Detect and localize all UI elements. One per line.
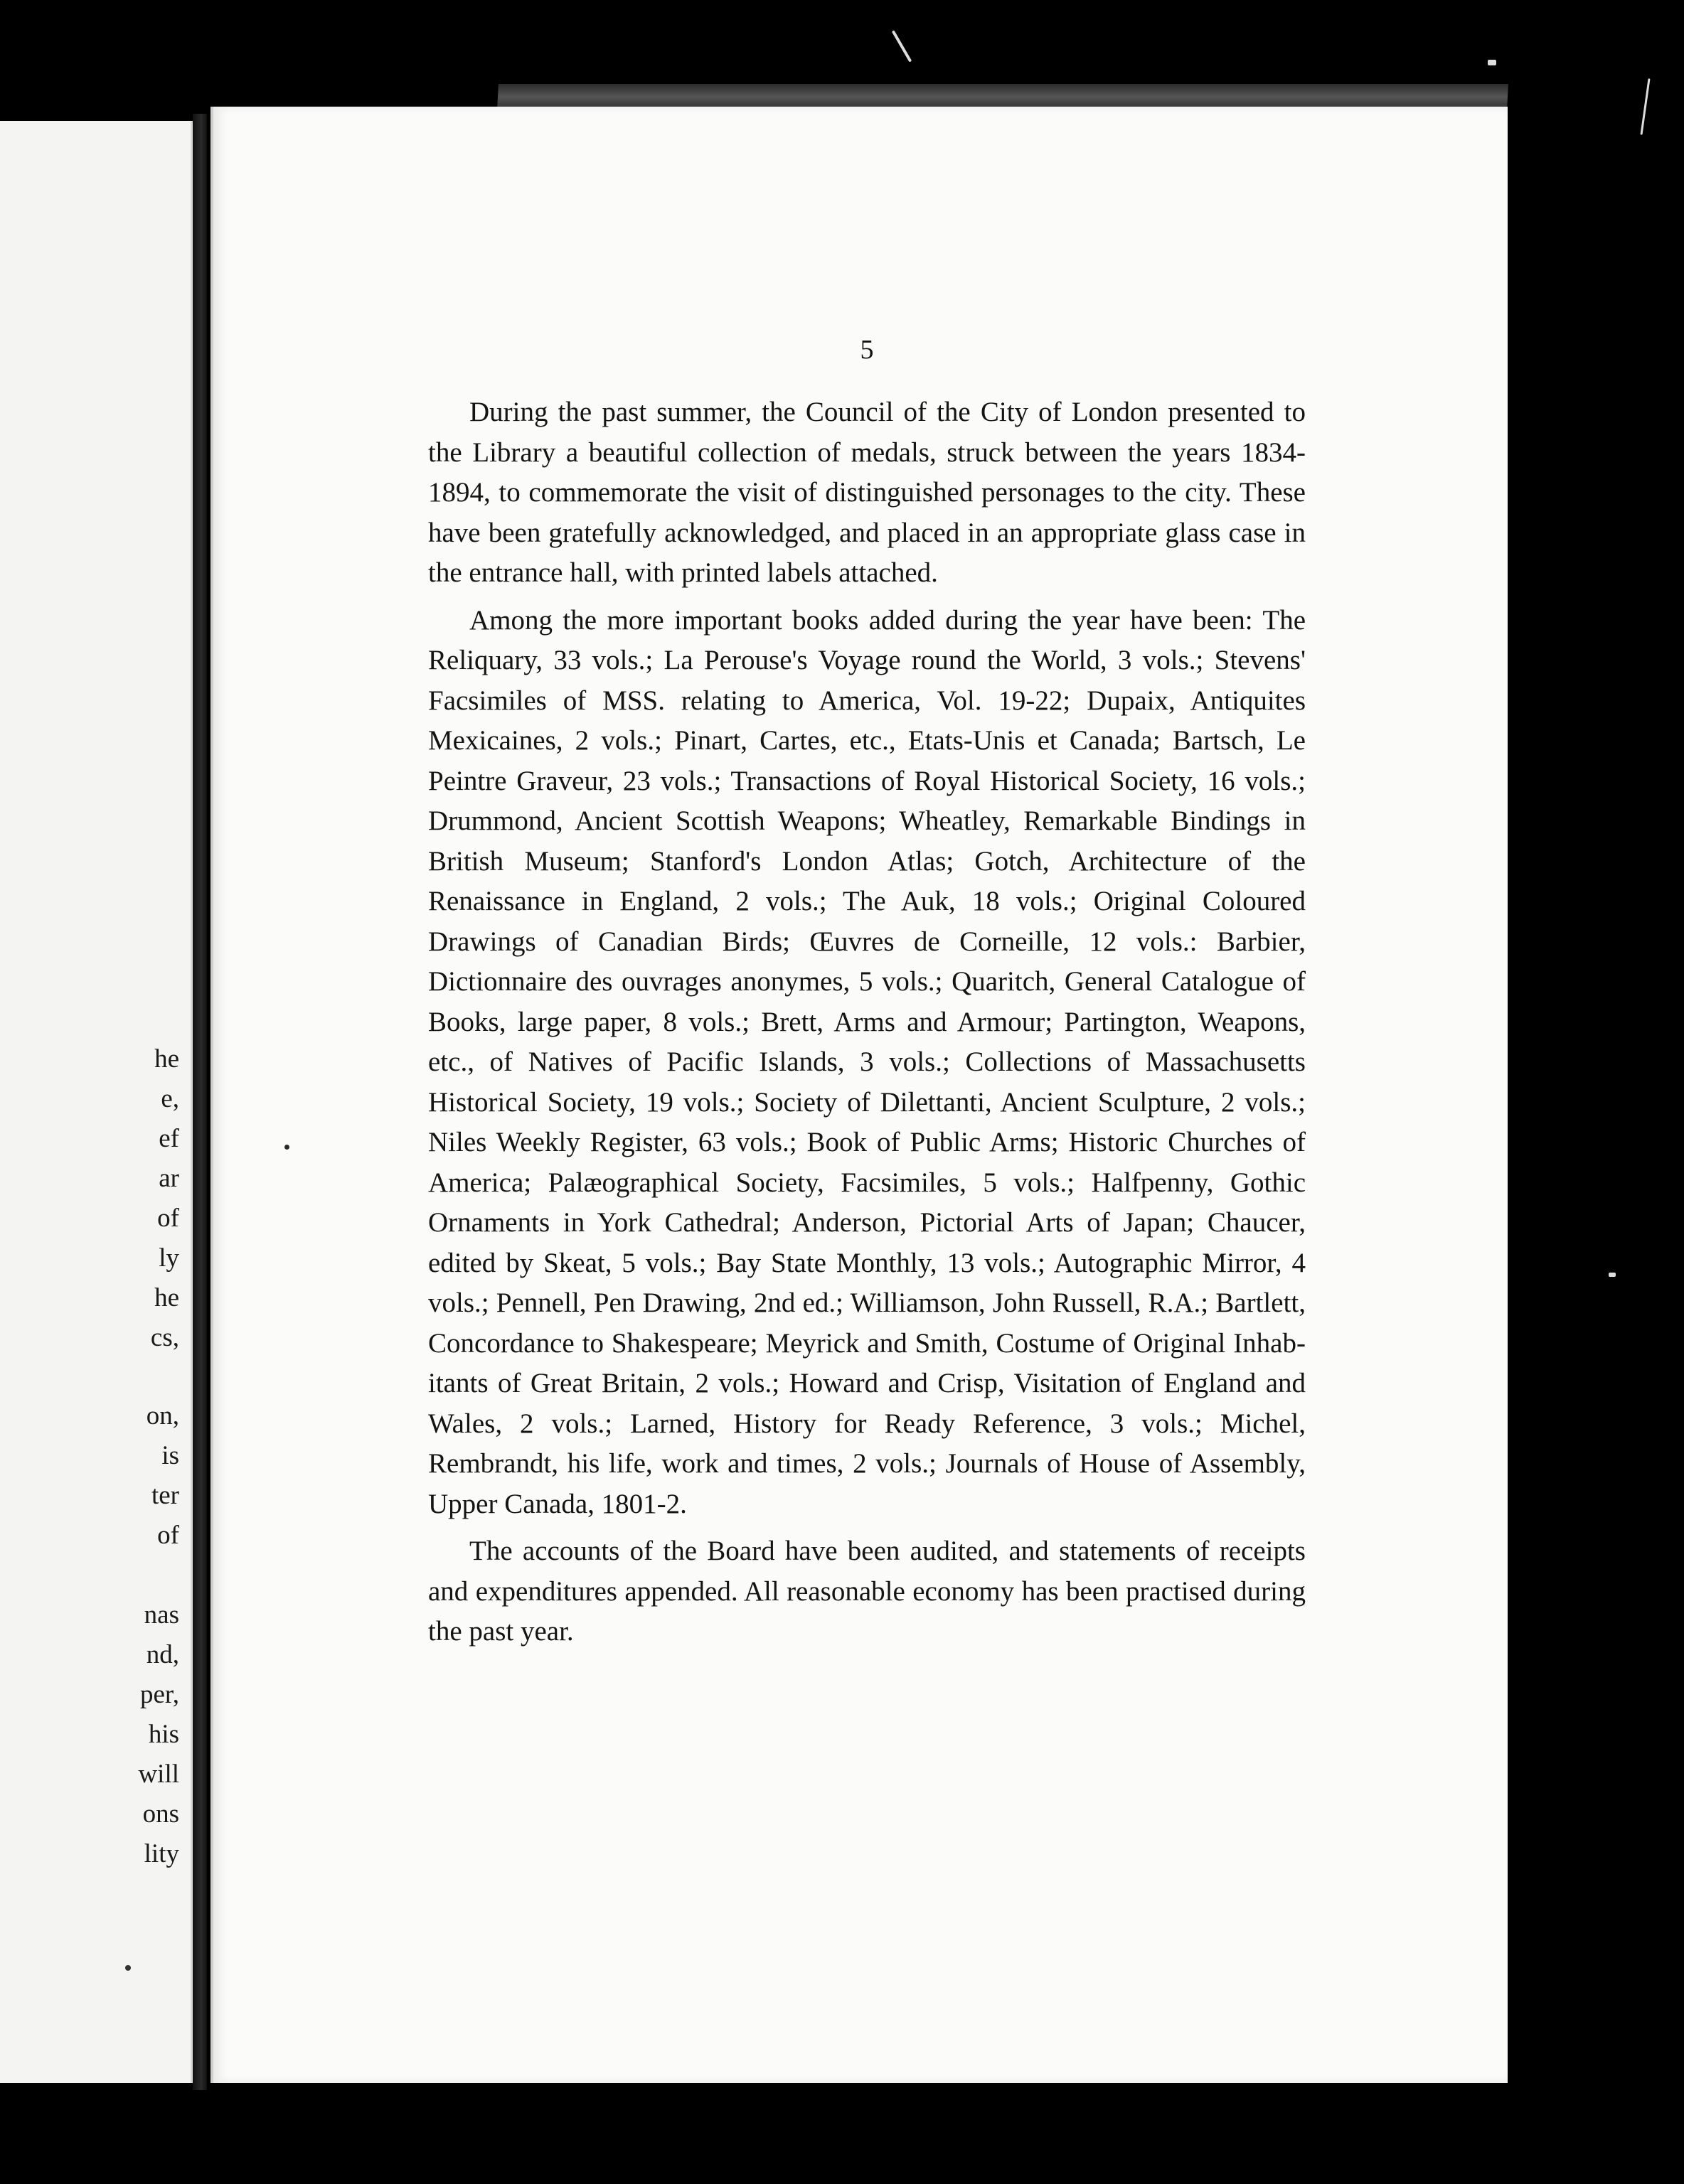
left-page-fragment: ef: [159, 1124, 179, 1153]
paragraph-books-added: Among the more important books added during the year have been: The Reliquary, 33 vols.; La Perouse's Voyage round the World, 3 vols.; Stevens' Facsimiles of MSS. relating to America, Vol. 19-22; Dupaix, Antiquites Mexicaines, 2 vols.; Pinart, Cartes, etc., Etats-Unis et Canada; Bartsch, Le Peintre Graveur, 23 vols.; Transactions of Royal Historical Society, 16 vols.; Drummond, Ancient Scottish Weapons; Wheatley, Remarkable Bindings in British Museum; Stanford's London Atlas; Gotch, Architecture of the Renaissance in England, 2 vols.; The Auk, 18 vols.; Original Coloured Drawings of Canadian Birds; Œuvres de Corneille, 12 vols.: Barbier, Dictionnaire des ouvrages anonymes, 5 vols.; Quaritch, General Catalogue of Books, large paper, 8 vols.; Brett, Arms and Armour; Partington, Weapons, etc., of Natives of Pacific Islands, 3 vols.; Collections of Massachusetts Historical Society, 19 vols.; Society of Dilettanti, Ancient Sculpture, 2 vols.; Niles Weekly Register, 63 vols.; Book of Public Arms; Historic Churches of America; Palæographical Society, Facsimiles, 5 vols.; Halfpenny, Gothic Ornaments in York Cathedral; Anderson, Pictorial Arts of Japan; Chaucer, edited by Skeat, 5 vols.; Bay State Monthly, 13 vols.; Autographic Mirror, 4 vols.; Pennell, Pen Drawing, 2nd ed.; Williamson, John Russell, R.A.; Bartlett, Concordance to Shakespeare; Meyrick and Smith, Costume of Original Inhabitants of Great Britain, 2 vols.; Howard and Crisp, Visitation of England and Wales, 2 vols.; Larned, History for Ready Reference, 3 vols.; Michel, Rembrandt, his life, work and times, 2 vols.; Journals of House of Assembly, Upper Canada, 1801-2.: [428, 604, 1306, 1519]
left-page-fragment: will: [138, 1760, 179, 1789]
paragraph-accounts: The accounts of the Board have been audited, and statements of receipts and expenditures appended. All reasonable economy has been practised during the past year.: [428, 1536, 1306, 1647]
book-cover-edge: [497, 84, 1508, 109]
left-page-fragment: on,: [146, 1401, 179, 1430]
scan-artifact: [1609, 1273, 1616, 1277]
left-page-fragment: ar: [159, 1164, 179, 1193]
left-page-fragment: ly: [159, 1243, 179, 1273]
scan-artifact: [892, 30, 912, 62]
left-page-fragment: e,: [161, 1084, 179, 1113]
left-page-fragment: of: [157, 1521, 179, 1550]
left-page-fragment: he: [154, 1283, 179, 1312]
left-page-fragment: ter: [151, 1481, 179, 1510]
left-page-fragment: lity: [144, 1839, 179, 1868]
left-page-fragment: per,: [139, 1680, 179, 1709]
scan-artifact: [1640, 78, 1650, 135]
left-page-fragment: nd,: [146, 1640, 179, 1669]
left-page-fragment: he: [154, 1044, 179, 1074]
ink-speck: [125, 1965, 131, 1971]
left-page-fragment: ons: [142, 1799, 179, 1829]
page-text: [428, 392, 1306, 1659]
book-spine-gutter: [193, 114, 207, 2090]
page-number: 5: [860, 335, 874, 365]
left-page-fragment: cs,: [150, 1323, 179, 1352]
left-page-fragment: nas: [144, 1600, 179, 1629]
book-page: [210, 107, 1508, 2083]
previous-page-edge: [0, 121, 193, 2083]
left-page-fragment: his: [148, 1720, 179, 1749]
ink-speck: [284, 1145, 289, 1150]
paragraph-medals: During the past summer, the Council of the City of London presented to the Library a beautiful collection of medals, struck between the years 1834-1894, to commemorate the visit of distinguished personages to the city. These have been gratefully acknowledged, and placed in an appropriate glass case in the entrance hall, with printed labels attached.: [428, 397, 1306, 588]
scan-artifact: [1488, 60, 1496, 65]
left-page-fragment: is: [161, 1441, 179, 1470]
left-page-fragment: of: [157, 1204, 179, 1233]
